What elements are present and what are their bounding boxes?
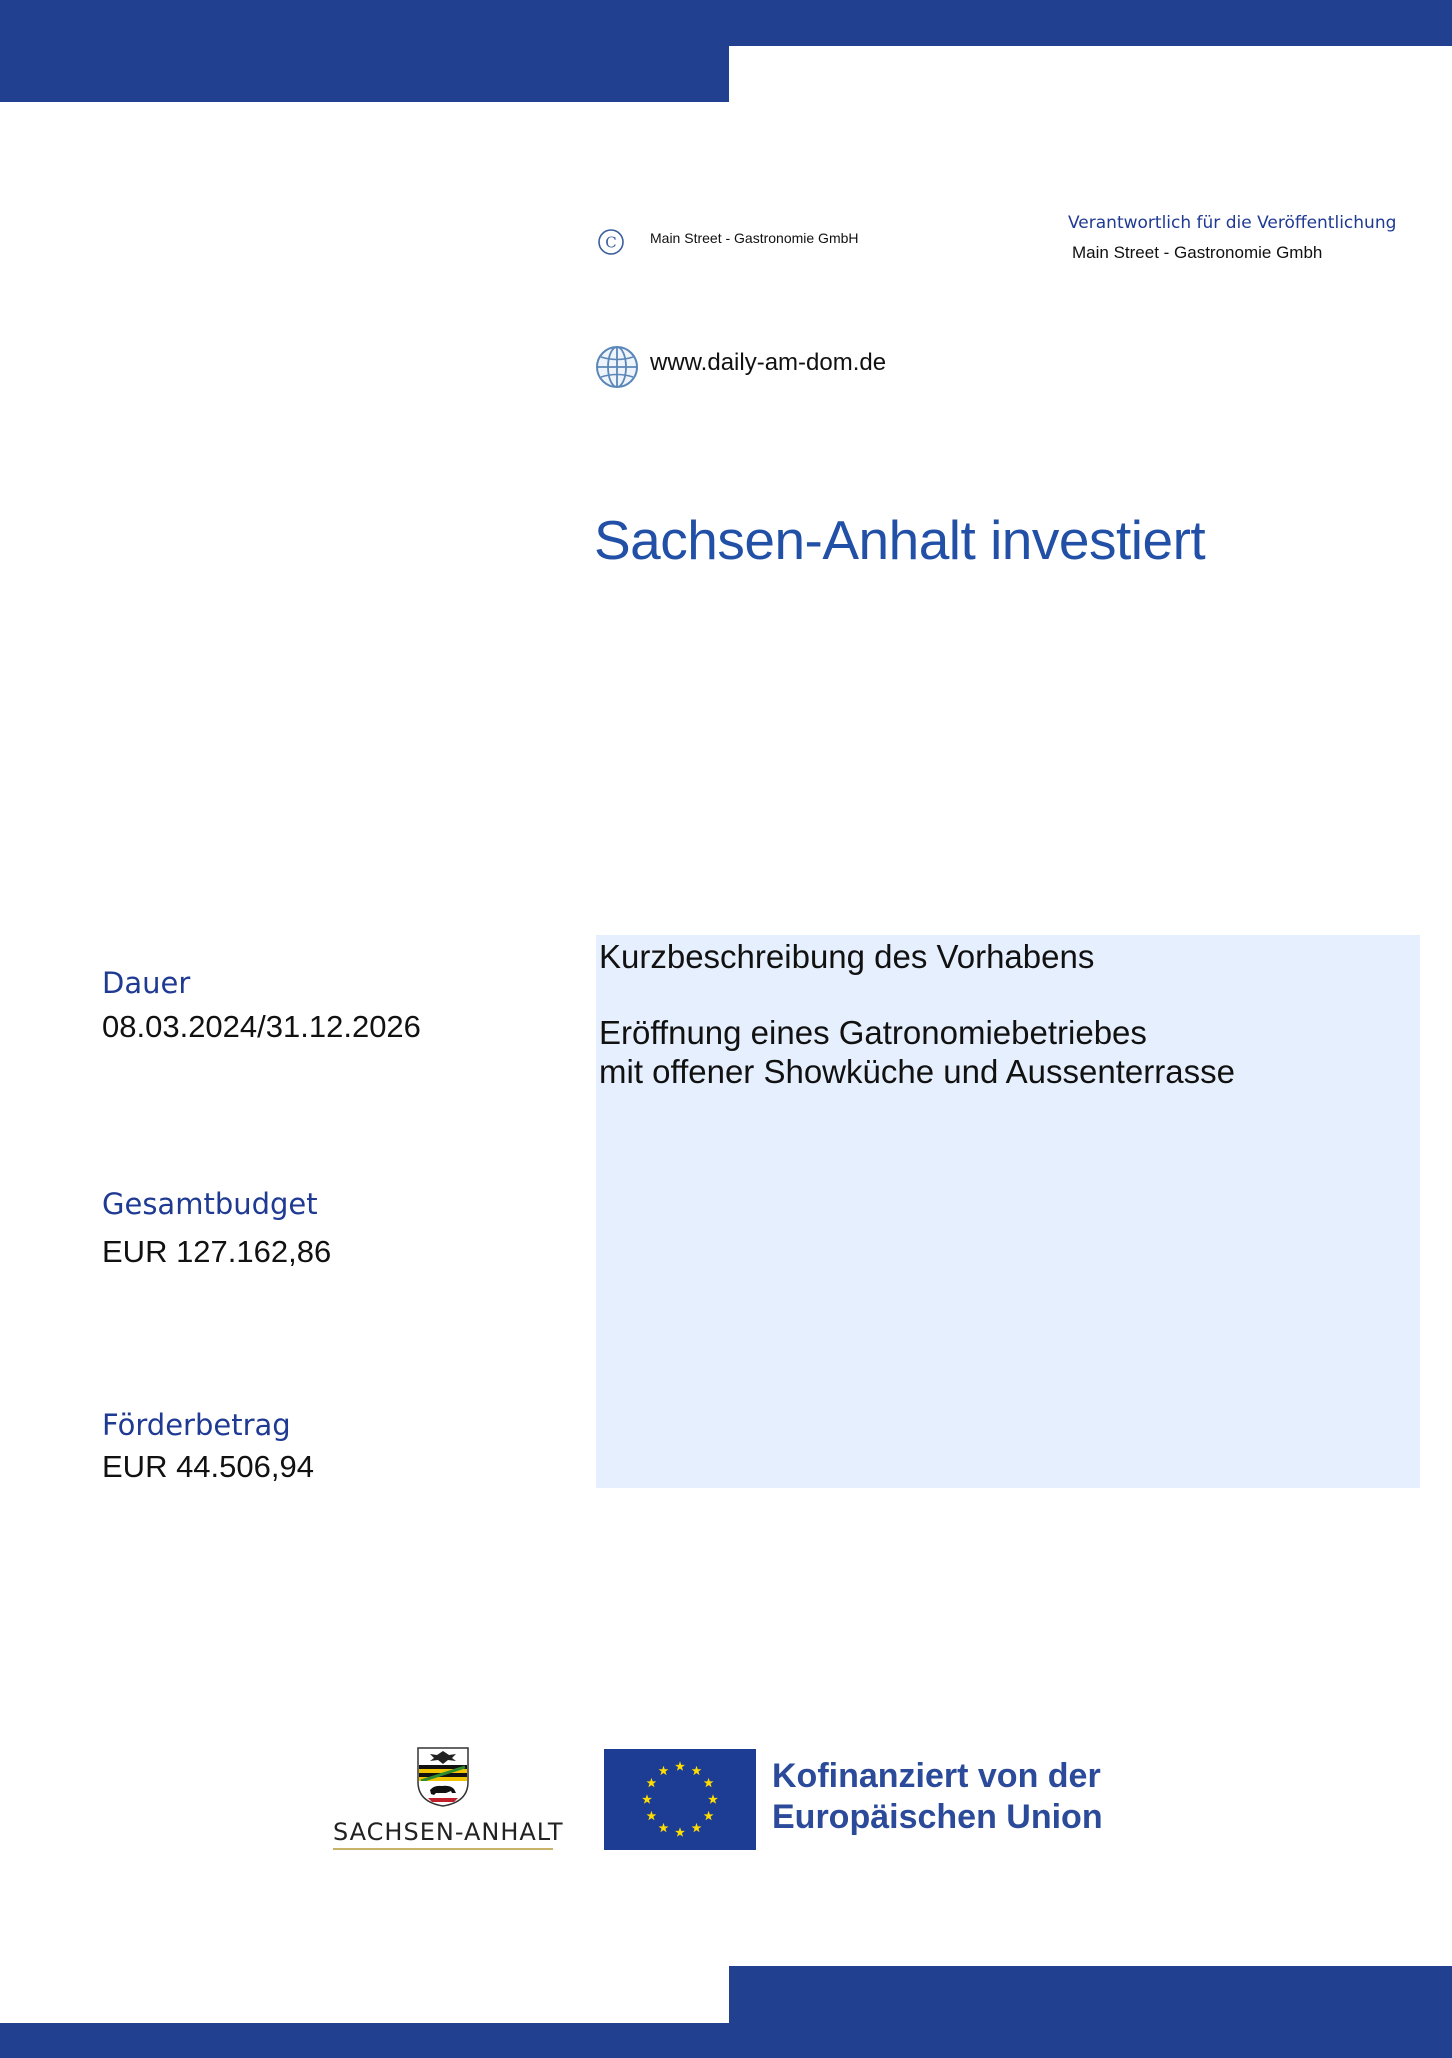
svg-text:C: C bbox=[605, 233, 617, 252]
bottom-bar-extension bbox=[729, 1966, 1452, 2023]
state-logo-underline bbox=[333, 1848, 553, 1850]
responsible-label: Verantwortlich für die Veröffentlichung bbox=[1068, 213, 1397, 233]
duration-value: 08.03.2024/31.12.2026 bbox=[102, 1009, 421, 1044]
eu-flag-icon bbox=[604, 1749, 756, 1850]
globe-icon bbox=[594, 344, 640, 390]
description-line-1: Eröffnung eines Gatronomiebetriebes bbox=[599, 1014, 1147, 1051]
page-title: Sachsen-Anhalt investiert bbox=[594, 509, 1206, 571]
top-bar bbox=[0, 0, 1452, 46]
description-title: Kurzbeschreibung des Vorhabens bbox=[599, 938, 1095, 975]
description-line-2: mit offener Showküche und Aussenterrasse bbox=[599, 1053, 1235, 1090]
budget-value: EUR 127.162,86 bbox=[102, 1234, 332, 1269]
state-crest-icon bbox=[416, 1746, 470, 1808]
eu-text-line-2: Europäischen Union bbox=[772, 1798, 1103, 1836]
bottom-bar bbox=[0, 2023, 1452, 2058]
eu-cofunding-text bbox=[772, 1756, 1103, 1838]
website-link[interactable]: www.daily-am-dom.de bbox=[650, 349, 887, 376]
description-text bbox=[599, 1013, 1235, 1091]
eu-text-line-1: Kofinanziert von der bbox=[772, 1757, 1101, 1795]
copyright-holder: Main Street - Gastronomie GmbH bbox=[650, 230, 859, 246]
responsible-value: Main Street - Gastronomie Gmbh bbox=[1072, 243, 1323, 262]
budget-label: Gesamtbudget bbox=[102, 1187, 318, 1221]
duration-label: Dauer bbox=[102, 966, 191, 1000]
funding-label: Förderbetrag bbox=[102, 1408, 291, 1442]
state-logo-text: SACHSEN-ANHALT bbox=[333, 1818, 564, 1846]
top-bar-extension bbox=[0, 46, 729, 102]
copyright-icon bbox=[596, 227, 626, 257]
funding-value: EUR 44.506,94 bbox=[102, 1449, 314, 1484]
